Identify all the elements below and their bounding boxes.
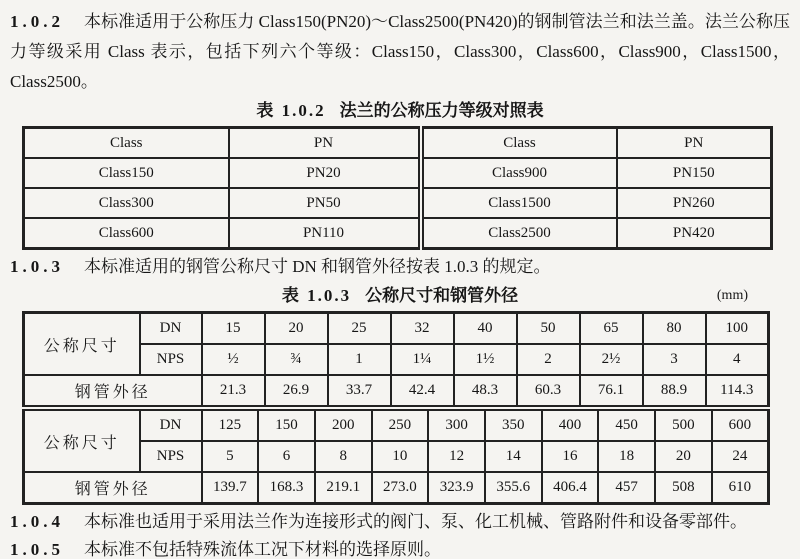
data-cell: 20 xyxy=(655,441,712,472)
nominal-size-od-table-upper xyxy=(22,311,770,407)
data-cell: 18 xyxy=(598,441,655,472)
row-label-cell: 公称尺寸 xyxy=(24,410,140,472)
table-row xyxy=(24,188,772,218)
clause-1-0-4 xyxy=(10,508,790,536)
clause-number: 1.0.4 xyxy=(10,512,64,531)
data-cell: 33.7 xyxy=(328,375,391,406)
data-cell: Class1500 xyxy=(421,188,617,218)
data-cell: 5 xyxy=(202,441,259,472)
data-cell: 3 xyxy=(643,344,706,375)
data-cell: 10 xyxy=(372,441,429,472)
table-103-caption-label: 表 1.0.3 xyxy=(281,286,352,305)
clause-text: 本标准也适用于采用法兰作为连接形式的阀门、泵、化工机械、管路附件和设备零部件。 xyxy=(84,512,747,531)
clause-1-0-2 xyxy=(10,7,790,97)
data-cell: Class600 xyxy=(24,218,229,249)
header-cell: PN xyxy=(617,128,772,159)
data-cell: 219.1 xyxy=(315,472,372,504)
data-cell: 500 xyxy=(655,410,712,441)
data-cell: 25 xyxy=(328,313,391,345)
data-cell: 114.3 xyxy=(706,375,769,406)
header-cell: Class xyxy=(421,128,617,159)
data-cell: 273.0 xyxy=(372,472,429,504)
table-102-caption xyxy=(10,99,790,123)
data-cell: 6 xyxy=(258,441,315,472)
data-cell: 48.3 xyxy=(454,375,517,406)
data-cell: PN20 xyxy=(229,158,421,188)
table-row-od xyxy=(24,472,769,504)
data-cell: 16 xyxy=(542,441,599,472)
data-cell: 600 xyxy=(712,410,769,441)
data-cell: 125 xyxy=(202,410,259,441)
row-sublabel-cell: NPS xyxy=(140,441,202,472)
table-102-caption-label: 表 1.0.2 xyxy=(256,101,326,120)
data-cell: ½ xyxy=(202,344,265,375)
data-cell: 200 xyxy=(315,410,372,441)
data-cell: Class900 xyxy=(421,158,617,188)
clause-text: 本标准适用于公称压力 Class150(PN20)～Class2500(PN420)的钢制管法兰和法兰盖。法兰公称压力等级采用 Class 表示，包括下列六个等级：Class150，Class300，Class600，Class900，Class1500，Class2500。 xyxy=(10,12,790,91)
data-cell: 20 xyxy=(265,313,328,345)
clause-1-0-3 xyxy=(10,252,790,282)
data-cell: 1½ xyxy=(454,344,517,375)
row-sublabel-cell: NPS xyxy=(140,344,202,375)
data-cell: 65 xyxy=(580,313,643,345)
table-row-dn xyxy=(24,313,769,345)
data-cell: 168.3 xyxy=(258,472,315,504)
table-header-row xyxy=(24,128,772,159)
data-cell: 21.3 xyxy=(202,375,265,406)
nominal-size-od-table-lower xyxy=(22,409,770,505)
table-row xyxy=(24,158,772,188)
data-cell: 1 xyxy=(328,344,391,375)
header-cell: PN xyxy=(229,128,421,159)
row-label-cell: 钢管外径 xyxy=(24,375,202,406)
row-sublabel-cell: DN xyxy=(140,313,202,345)
data-cell: 1¼ xyxy=(391,344,454,375)
data-cell: 4 xyxy=(706,344,769,375)
data-cell: 14 xyxy=(485,441,542,472)
data-cell: 24 xyxy=(712,441,769,472)
data-cell: ¾ xyxy=(265,344,328,375)
data-cell: 32 xyxy=(391,313,454,345)
row-label-cell: 钢管外径 xyxy=(24,472,202,504)
clause-number: 1.0.5 xyxy=(10,540,64,559)
table-row xyxy=(24,218,772,249)
data-cell: PN110 xyxy=(229,218,421,249)
data-cell: 355.6 xyxy=(485,472,542,504)
pressure-class-comparison-table xyxy=(22,126,773,250)
clause-number: 1.0.2 xyxy=(10,12,64,31)
data-cell: 323.9 xyxy=(428,472,485,504)
data-cell: 139.7 xyxy=(202,472,259,504)
data-cell: 100 xyxy=(706,313,769,345)
data-cell: 150 xyxy=(258,410,315,441)
table-103-caption-title: 公称尺寸和钢管外径 xyxy=(365,286,519,305)
data-cell: 457 xyxy=(598,472,655,504)
data-cell: 26.9 xyxy=(265,375,328,406)
clause-text: 本标准适用的钢管公称尺寸 DN 和钢管外径按表 1.0.3 的规定。 xyxy=(84,257,551,276)
data-cell: 406.4 xyxy=(542,472,599,504)
data-cell: 350 xyxy=(485,410,542,441)
data-cell: 76.1 xyxy=(580,375,643,406)
data-cell: Class2500 xyxy=(421,218,617,249)
data-cell: Class300 xyxy=(24,188,229,218)
data-cell: 508 xyxy=(655,472,712,504)
data-cell: 300 xyxy=(428,410,485,441)
clause-1-0-5 xyxy=(10,536,790,559)
data-cell: 250 xyxy=(372,410,429,441)
data-cell: 80 xyxy=(643,313,706,345)
data-cell: 88.9 xyxy=(643,375,706,406)
data-cell: 12 xyxy=(428,441,485,472)
data-cell: 40 xyxy=(454,313,517,345)
data-cell: 2 xyxy=(517,344,580,375)
table-103-unit-label: (mm) xyxy=(716,288,748,303)
table-102-caption-title: 法兰的公称压力等级对照表 xyxy=(339,101,544,120)
data-cell: 400 xyxy=(542,410,599,441)
clause-text: 本标准不包括特殊流体工况下材料的选择原则。 xyxy=(84,540,441,559)
data-cell: 2½ xyxy=(580,344,643,375)
header-cell: Class xyxy=(24,128,229,159)
data-cell: PN150 xyxy=(617,158,772,188)
clause-number: 1.0.3 xyxy=(10,257,64,276)
data-cell: 450 xyxy=(598,410,655,441)
data-cell: 42.4 xyxy=(391,375,454,406)
data-cell: 60.3 xyxy=(517,375,580,406)
data-cell: 8 xyxy=(315,441,372,472)
data-cell: 610 xyxy=(712,472,769,504)
data-cell: PN260 xyxy=(617,188,772,218)
table-row-dn xyxy=(24,410,769,441)
table-103-caption xyxy=(10,284,790,308)
data-cell: PN420 xyxy=(617,218,772,249)
row-sublabel-cell: DN xyxy=(140,410,202,441)
data-cell: Class150 xyxy=(24,158,229,188)
table-row-od xyxy=(24,375,769,406)
data-cell: PN50 xyxy=(229,188,421,218)
data-cell: 15 xyxy=(202,313,265,345)
row-label-cell: 公称尺寸 xyxy=(24,313,140,376)
data-cell: 50 xyxy=(517,313,580,345)
